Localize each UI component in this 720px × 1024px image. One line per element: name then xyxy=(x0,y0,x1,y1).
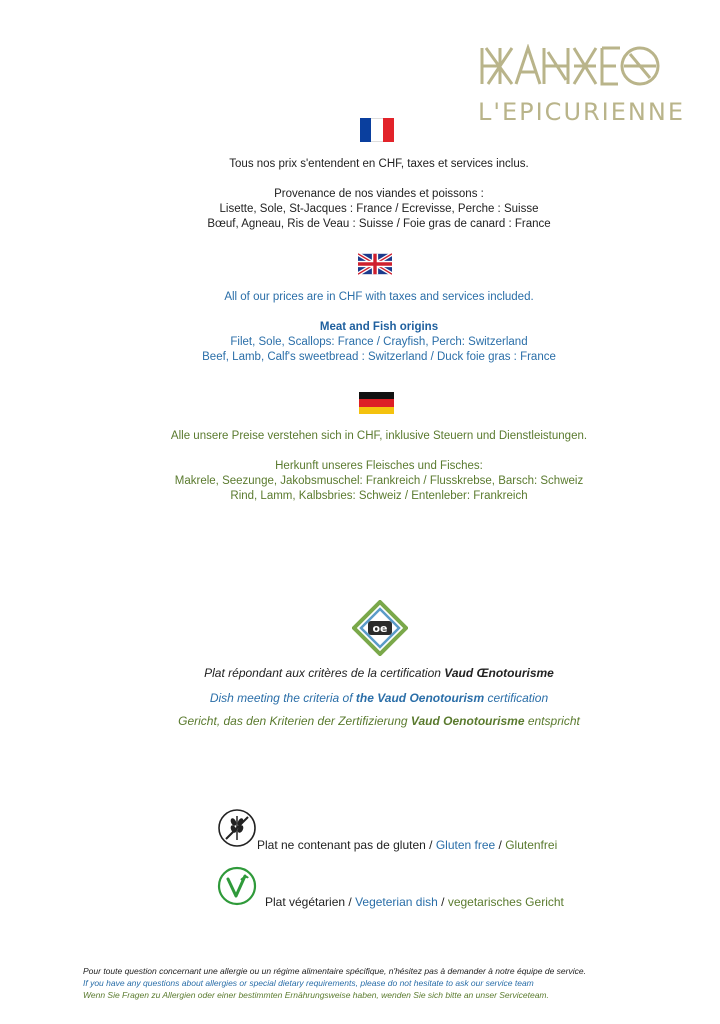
gluten-legend xyxy=(257,838,557,852)
france-flag-icon xyxy=(360,118,394,142)
veg-sep1: / xyxy=(348,895,356,909)
veg-en: Vegeterian dish xyxy=(355,895,438,909)
fr-origin-line2: Bœuf, Agneau, Ris de Veau : Suisse / Foie gras de canard : France xyxy=(207,218,551,230)
en-origin-line1: Filet, Sole, Scallops: France / Crayfish, Perch: Switzerland xyxy=(230,336,528,348)
de-origin-title: Herkunft unseres Fleisches und Fisches: xyxy=(275,460,483,472)
veg-legend xyxy=(265,895,564,909)
oeno-fr-text: Plat répondant aux critères de la certification xyxy=(204,666,445,680)
oeno-fr xyxy=(0,666,720,680)
veg-de: vegetarisches Gericht xyxy=(447,895,564,909)
footer-en: If you have any questions about allergies or special dietary requirements, please do not hesitate to ask our service team xyxy=(83,978,534,988)
oeno-de-suffix: entspricht xyxy=(524,714,580,728)
gluten-de: Glutenfrei xyxy=(505,838,558,852)
gluten-fr: Plat ne contenant pas de gluten xyxy=(257,838,426,852)
germany-flag-icon xyxy=(359,392,394,414)
footer-de: Wenn Sie Fragen zu Allergien oder einer bestimmten Ernährungsweise haben, wenden Sie sich bitte an unser Serviceteam. xyxy=(83,990,549,1000)
fr-origin-title: Provenance de nos viandes et poissons : xyxy=(274,188,484,200)
en-prices: All of our prices are in CHF with taxes and services included. xyxy=(224,291,534,303)
gluten-sep2: / xyxy=(495,838,506,852)
en-origin-line2: Beef, Lamb, Calf's sweetbread : Switzerland / Duck foie gras : France xyxy=(202,351,556,363)
oeno-en-text: Dish meeting the criteria of xyxy=(209,691,356,705)
oeno-de-text: Gericht, das den Kriterien der Zertifizierung xyxy=(178,714,411,728)
gluten-en: Gluten free xyxy=(435,838,496,852)
veg-sep2: / xyxy=(437,895,448,909)
oeno-en-brand: the Vaud Oenotourism xyxy=(355,691,485,705)
oeno-en-suffix: certification xyxy=(484,691,549,705)
oenotourism-badge-icon xyxy=(352,600,408,656)
gluten-sep1: / xyxy=(425,838,436,852)
oeno-en xyxy=(0,691,720,705)
footer-fr: Pour toute question concernant une allergie ou un régime alimentaire spécifique, n'hésitez pas à demander à notre équipe de service. xyxy=(83,966,586,976)
fr-prices: Tous nos prix s'entendent en CHF, taxes et services inclus. xyxy=(229,158,529,170)
gluten-free-icon xyxy=(217,808,257,848)
oeno-de-brand: Vaud Oenotourisme xyxy=(410,714,525,728)
uk-flag-icon xyxy=(358,253,392,275)
logo-wordmark: L'EPICURIENNE xyxy=(478,98,685,126)
en-origin-title: Meat and Fish origins xyxy=(319,321,439,333)
oeno-de xyxy=(0,714,720,728)
de-prices: Alle unsere Preise verstehen sich in CHF, inklusive Steuern und Dienstleistungen. xyxy=(170,430,588,442)
logo-monogram-icon xyxy=(478,44,662,88)
oeno-fr-brand: Vaud Œnotourisme xyxy=(444,666,554,680)
de-origin-line2: Rind, Lamm, Kalbsbries: Schweiz / Entenleber: Frankreich xyxy=(230,490,528,502)
svg-text:oe: oe xyxy=(372,622,388,635)
vegetarian-icon xyxy=(217,866,257,906)
veg-fr: Plat végétarien xyxy=(265,895,349,909)
de-origin-line1: Makrele, Seezunge, Jakobsmuschel: Frankreich / Flusskrebse, Barsch: Schweiz xyxy=(174,475,584,487)
fr-origin-line1: Lisette, Sole, St-Jacques : France / Ecrevisse, Perche : Suisse xyxy=(219,203,539,215)
logo xyxy=(478,44,685,126)
